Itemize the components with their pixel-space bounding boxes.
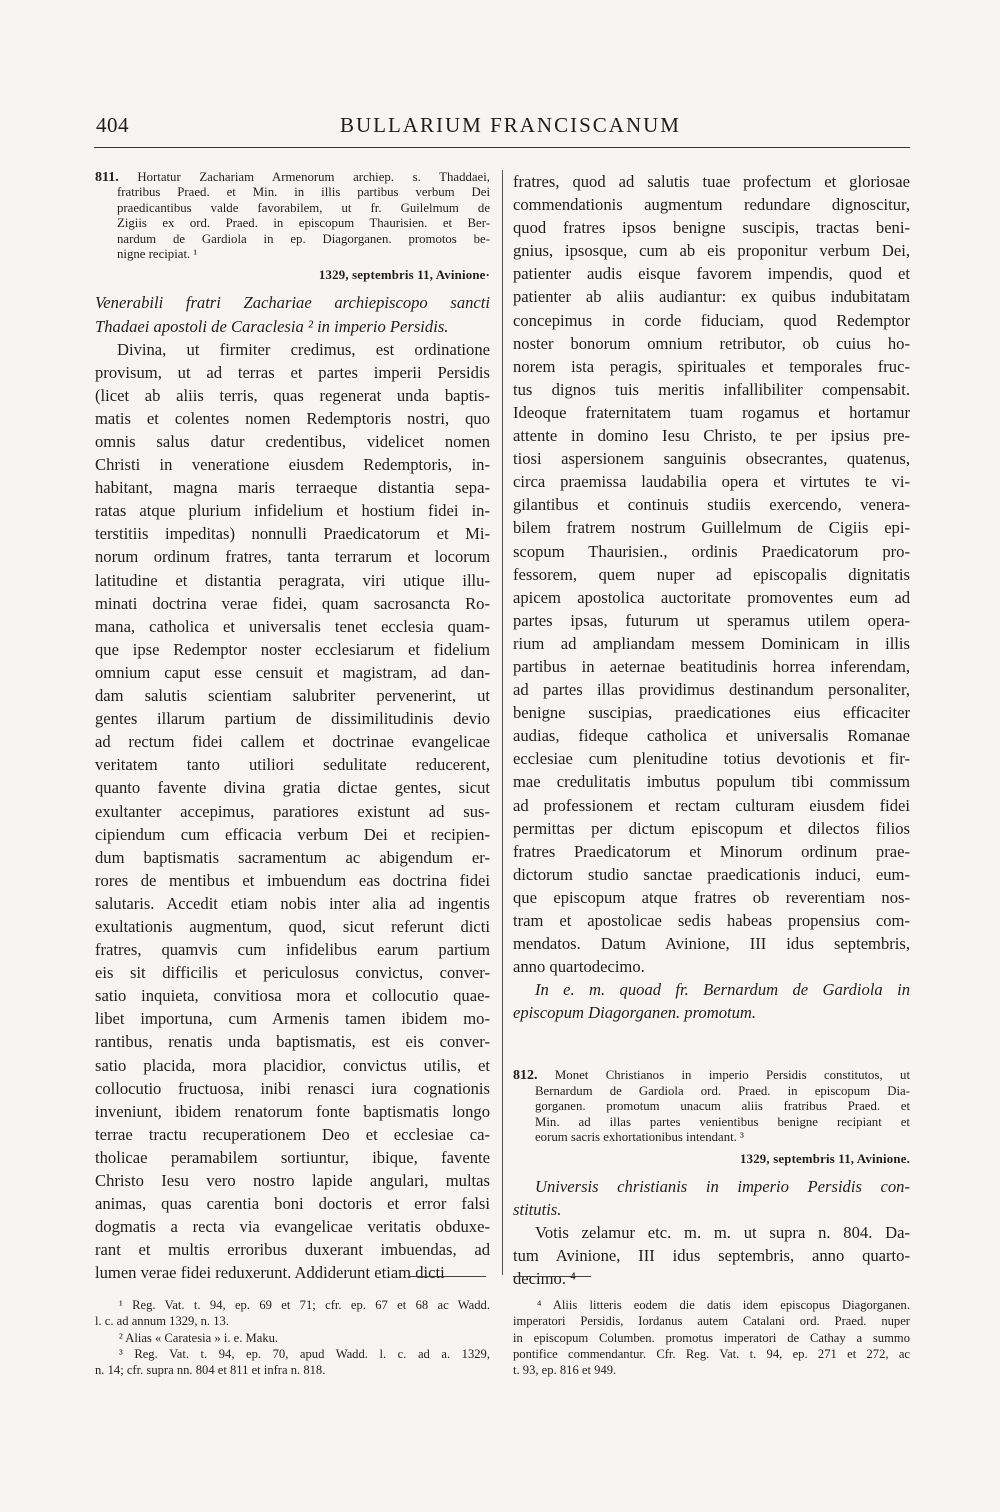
column-divider (502, 170, 503, 1275)
text-line: cipiendum cum efficacia verbum Dei et recipien- (95, 824, 490, 844)
footnote-line: ¹ Reg. Vat. t. 94, ep. 69 et 71; cfr. ep. 67 et 68 ac Wadd. (119, 1298, 490, 1312)
summary-line: praedicantibus valde favorabilem, ut fr. Guilelmum de (117, 200, 490, 215)
text-line: tiosi aspersionem sanguinis obsecrantes, quatenus, (513, 449, 910, 469)
summary-line: fratribus Praed. et Min. in illis partibus verbum Dei (117, 185, 490, 200)
summary-line: Monet Christianos in imperio Persidis constitutos, ut (554, 1068, 911, 1083)
summary-line: eorum sacris exhortationibus intendant. ³ (535, 1130, 744, 1145)
text-line: ecclesiae cum plenitudine totius devotionis et fir- (513, 749, 910, 769)
text-line: omnis salus datur credentibus, videlicet nomen (95, 432, 490, 451)
summary-line: gorganen. promotum unacum aliis fratribus Praed. et (535, 1099, 910, 1114)
text-line: partes ipsas, futurum ut speramus utilem opera- (513, 610, 910, 630)
address-line: Universis christianis in imperio Persidis con- (535, 1176, 910, 1196)
summary-line: Hortatur Zachariam Armenorum archiep. s. Thaddaei, (137, 170, 490, 184)
text-line: ratas atque plurium infidelium et hostium fidei in- (95, 501, 490, 521)
text-line: collocutio fructuosa, inibi renasci iura cognationis (95, 1078, 490, 1098)
text-line: salutaris. Accedit etiam nobis inter alia ad ingentis (95, 893, 490, 913)
doc-811-address (95, 291, 490, 337)
doc-811-dateline: 1329, septembris 11, Avinione· (318, 268, 490, 283)
text-line: matis et colentes nomen Redemptoris nostri, quo (95, 408, 490, 428)
text-line: decimo. ⁴ (513, 1268, 576, 1288)
text-line: veritatem tanto utiliori sedulitate reducerent, (95, 755, 490, 775)
summary-line: Zigiis ex ord. Praed. in episcopum Thaurisien. et Ber- (117, 216, 490, 231)
doc-812-dateline: 1329, septembris 11, Avinione. (740, 1151, 910, 1166)
text-line: rores de mentibus et imbuendum eas doctrina fidei (95, 870, 490, 890)
text-line: eis sit difficilis et periculosus convictus, conver- (95, 963, 490, 983)
text-line: inveniunt, ibidem renatorum fonte baptismatis longo (95, 1101, 490, 1121)
summary-line: nigne recipiat. ¹ (117, 247, 198, 262)
footnote-line: in episcopum Columben. promotus imperatori de Cathay a summo (513, 1330, 910, 1345)
text-line: patienter audis eisque favorem impendis, quod et (513, 264, 910, 284)
text-line: fratres, quamvis cum infidelibus earum partium (95, 940, 490, 960)
header-rule (94, 147, 910, 148)
text-line: mana, catholica et universalis tenet ecclesia quam- (95, 616, 490, 636)
doc-811-summary (95, 170, 490, 262)
text-line: apicem apostolica auctoritate promoventes eum ad (513, 587, 910, 607)
text-line: que ipse Redemptor noster ecclesiarum et fidelium (95, 639, 490, 659)
doc-811-number: 811. (95, 170, 119, 185)
footnote-line: l. c. ad annum 1329, n. 13. (95, 1314, 229, 1329)
text-line: gilantibus et continuis studiis exercendo, venera- (513, 495, 910, 515)
text-line: patienter ab aliis audiantur: ex quibus indubitatam (513, 287, 910, 307)
doc-811-in-eundem (513, 978, 910, 1024)
page-number: 404 (96, 113, 129, 137)
text-line: Votis zelamur etc. m. m. ut supra n. 804. Da- (535, 1222, 910, 1242)
text-line: fratres, quod ad salutis tuae profectum et gloriosae (513, 172, 910, 191)
text-line: latitudine et distantia peragrata, viri utique illu- (95, 570, 490, 590)
footnote-rule-right (513, 1276, 591, 1277)
text-line: fessorem, quem nuper ad episcopalis dignitatis (513, 564, 910, 584)
text-line: rant et multis erroribus duxerant imbuendas, ad (95, 1240, 490, 1260)
text-line: audias, fideque catholica et universalis Romanae (513, 726, 910, 746)
text-line: exultanter accepimus, paratiores existunt ad sus- (95, 801, 490, 821)
text-line: libet importuna, cum Armenis tamen ibidem mo- (95, 1009, 490, 1029)
doc-812-number: 812. (513, 1068, 538, 1084)
text-line: exultationis augmentum, quod, sicut referunt dicti (95, 916, 490, 936)
text-line: rantibus, renatis unda baptismatis, est eis conver- (95, 1032, 490, 1052)
text-line: bilem fratrem nostrum Guillelmum de Cigiis epi- (513, 518, 910, 538)
text-line: anno quartodecimo. (513, 957, 645, 977)
left-column (95, 170, 490, 1284)
text-line: satio placida, mora placidior, convictus utilis, et (95, 1055, 490, 1075)
text-line: Christi in veneratione eiusdem Redemptoris, in- (95, 455, 490, 475)
footnote-line: ³ Reg. Vat. t. 94, ep. 70, apud Wadd. l. c. ad a. 1329, (119, 1346, 490, 1361)
text-line: que episcopum atque fratres ob reverentiam nos- (513, 887, 910, 907)
text-line: satio inquieta, convitiosa mora et collocutio quae- (95, 986, 490, 1006)
in-eundem-line: In e. m. quoad fr. Bernardum de Gardiola in (535, 980, 910, 1000)
text-line: fratres Praedicatorum et Minorum ordinum prae- (513, 841, 910, 861)
text-line: terrae tractu recuperationem Deo et ecclesiae ca- (95, 1124, 490, 1144)
text-line: (licet ab aliis terris, quas regenerat unda baptis- (95, 385, 490, 405)
text-line: rium ad ampliandam messem Dominicam in illis (513, 633, 910, 653)
in-eundem-line: episcopum Diagorganen. promotum. (513, 1003, 757, 1023)
text-line: quod fratres ipsos benigne suscipis, tractas beni- (513, 218, 910, 238)
text-line: tum Avinione, III idus septembris, anno quarto- (513, 1245, 910, 1265)
text-line: animas, quas carentia boni doctoris et error falsi (95, 1194, 490, 1214)
text-line: omnium caput esse censuit et magistram, ad dan- (95, 662, 490, 682)
text-line: dictorum studio sanctae praedicationis induci, eum- (513, 864, 910, 884)
text-line: permittas per dictum episcopum et dilectos filios (513, 818, 910, 838)
text-line: habitant, magna maris terraeque distantia sepa- (95, 478, 490, 498)
text-line: Divina, ut firmiter credimus, est ordinatione (117, 339, 490, 359)
text-line: dam salutis scientiam salubriter pervenerint, ut (95, 686, 490, 706)
footnote-line: ² Alias « Caratesia » i. e. Maku. (119, 1330, 279, 1345)
summary-line: nardum de Gardiola in ep. Diagorganen. promotos be- (117, 231, 490, 246)
footnote-line: imperatori Persidis, Iordanus autem Catalani ord. Praed. nuper (513, 1314, 910, 1329)
footnote-line: pontifice commendantur. Cfr. Reg. Vat. t. 94, ep. 271 et 272, ac (513, 1346, 910, 1361)
footnote-line: n. 14; cfr. supra nn. 804 et 811 et infra n. 818. (95, 1363, 326, 1378)
text-line: tus dignos tuis meritis infallibiliter compensabit. (513, 379, 910, 399)
text-line: noster bonorum omnium retributor, ob cuius ho- (513, 333, 910, 353)
footnotes-left (95, 1297, 490, 1378)
text-line: terstitiis impeditas) nonnulli Praedicatorum et Mi- (95, 524, 490, 544)
doc-811-text-right (513, 170, 910, 978)
doc-812-address (513, 1175, 910, 1221)
text-line: ad rectum fidei callem et doctrinae evangelicae (95, 732, 490, 752)
text-line: dum baptismatis sacramentum ac abigendum er- (95, 847, 490, 867)
text-line: gnius, ipsosque, cum ab eis proponitur verbum Dei, (513, 241, 910, 261)
text-line: Ideoque fraternitatem tuam rogamus et hortamur (513, 402, 910, 422)
text-line: ad professionem et rectam culturam eiusdem fidei (513, 795, 910, 815)
footnote-line: ⁴ Aliis litteris eodem die datis idem episcopus Diagorganen. (537, 1298, 910, 1312)
text-line: provisum, ut ad terras et partes imperii Persidis (95, 362, 490, 382)
text-line: benigne suscipias, praedicationes eius efficaciter (513, 703, 910, 723)
text-line: circa praemissa laudabilia opera et virtutes te vi- (513, 472, 910, 492)
text-line: dogmatis a recta via evangelicae veritatis obduxe- (95, 1217, 490, 1237)
running-head: BULLARIUM FRANCISCANUM (340, 113, 681, 137)
text-line: mae credulitatis imbutus populum tibi commissum (513, 772, 910, 792)
summary-line: Bernardum de Gardiola ord. Praed. in episcopum Dia- (535, 1083, 910, 1098)
text-line: lumen verae fidei reduxerunt. Addiderunt etiam dicti (95, 1263, 445, 1283)
text-line: commendationis augmentum redundare dignoscitur, (513, 195, 910, 215)
text-line: scopum Thaurisien., ordinis Praedicatorum pro- (513, 541, 910, 561)
right-column (513, 170, 910, 1290)
text-line: tholicae peramabilem sortiuntur, ibique, favente (95, 1147, 490, 1167)
page-header (96, 113, 912, 147)
text-line: concepimus in corde fiduciam, quod Redemptor (513, 310, 910, 330)
doc-811-text-left (95, 338, 490, 1285)
text-line: Christo Iesu vero nostro lapide angulari, multas (95, 1171, 490, 1190)
text-line: partibus in aeternae beatitudinis horrea inferendam, (513, 656, 910, 676)
footnote-rule-left (408, 1276, 486, 1277)
text-line: attente in domino Iesu Christo, te per ipsius pre- (513, 426, 910, 446)
summary-line: Min. ad illas partes venientibus benigne recipiant et (535, 1114, 910, 1129)
address-line: Thadaei apostoli de Caraclesia ² in imperio Persidis. (95, 316, 449, 336)
doc-812-text (513, 1221, 910, 1290)
footnotes-right (513, 1297, 910, 1378)
text-line: gentes illarum partium de dissimilitudinis devio (95, 709, 490, 729)
text-line: quanto favente divina gratia dictae gentes, sicut (95, 778, 490, 798)
text-line: norem ista peragis, spirituales et temporales fruc- (513, 356, 910, 376)
text-line: ad partes illas providimus destinandum personaliter, (513, 680, 910, 700)
text-line: tram et apostolicae sedis habeas propensius com- (513, 911, 910, 930)
text-line: minati doctrina verae fidei, quam sacrosancta Ro- (95, 593, 490, 613)
doc-812-summary (513, 1068, 910, 1145)
footnote-line: t. 93, ep. 816 et 949. (513, 1363, 617, 1378)
address-line: Venerabili fratri Zachariae archiepiscopo sancti (95, 293, 490, 313)
text-line: mendatos. Datum Avinione, III idus septembris, (513, 934, 910, 954)
text-line: norum ordinum fratres, tanta terrarum et locorum (95, 547, 490, 567)
address-line: stitutis. (513, 1199, 562, 1219)
